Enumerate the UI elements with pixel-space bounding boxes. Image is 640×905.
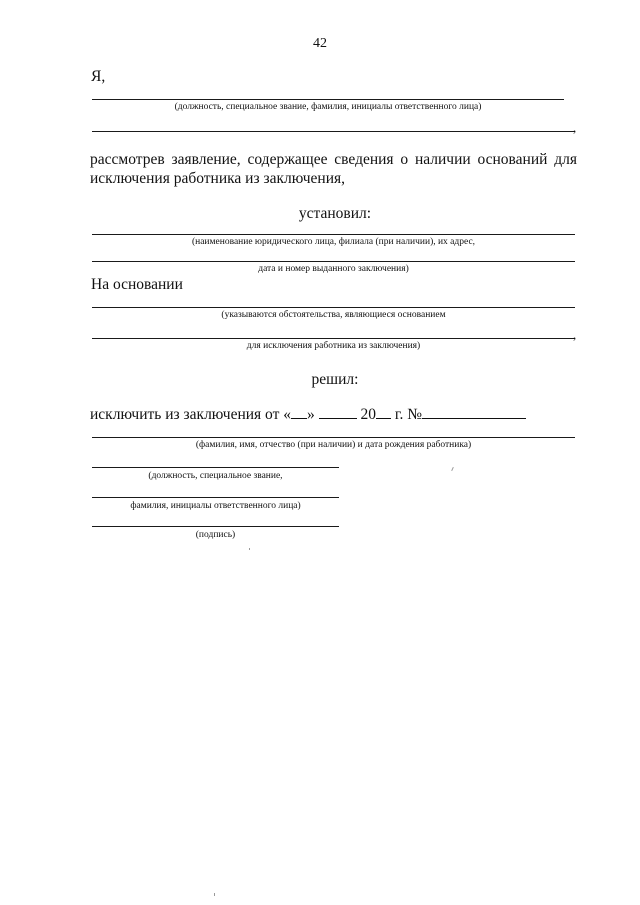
worker-caption: (фамилия, имя, отчество (при наличии) и дата рождения работника) bbox=[195, 440, 472, 450]
heading-established: установил: bbox=[298, 205, 372, 222]
sign-name-caption: фамилия, инициалы ответственного лица) bbox=[130, 501, 301, 511]
exclusion-line[interactable] bbox=[92, 338, 575, 339]
year-blank[interactable] bbox=[376, 405, 391, 419]
exclusion-sentence-text: исключить из заключения от « bbox=[90, 406, 292, 423]
number-blank[interactable] bbox=[422, 405, 526, 419]
heading-decided: решил: bbox=[311, 371, 359, 388]
official-field-line[interactable] bbox=[92, 99, 564, 100]
paragraph-line-1: рассмотрев заявление, содержащее сведения о наличии оснований для bbox=[90, 151, 577, 168]
worker-line[interactable] bbox=[92, 437, 575, 438]
sign-name-line[interactable] bbox=[92, 497, 339, 498]
paragraph-line-2: исключения работника из заключения, bbox=[90, 170, 345, 187]
comma-mark: , bbox=[573, 120, 577, 135]
official-field-line-2[interactable] bbox=[92, 131, 575, 132]
scan-speck bbox=[214, 893, 215, 896]
scan-speck bbox=[249, 548, 250, 550]
number-label: г. № bbox=[394, 406, 423, 423]
signature-caption: (подпись) bbox=[195, 530, 236, 540]
basis-label: На основании bbox=[91, 276, 183, 293]
intro-pronoun: Я, bbox=[91, 68, 106, 85]
exclusion-sentence bbox=[90, 405, 526, 424]
year-prefix: 20 bbox=[360, 406, 377, 423]
exclusion-caption: для исключения работника из заключения) bbox=[246, 341, 421, 351]
legal-entity-line[interactable] bbox=[92, 234, 575, 235]
page-number: 42 bbox=[313, 36, 327, 51]
quote-close: » bbox=[307, 406, 315, 423]
circumstances-line[interactable] bbox=[92, 307, 575, 308]
official-caption: (должность, специальное звание, фамилия, инициалы ответственного лица) bbox=[174, 102, 482, 112]
signature-line[interactable] bbox=[92, 526, 339, 527]
scan-speck bbox=[451, 467, 454, 471]
sign-position-line[interactable] bbox=[92, 467, 339, 468]
month-blank[interactable] bbox=[319, 405, 357, 419]
circumstances-caption: (указываются обстоятельства, являющиеся основанием bbox=[221, 310, 446, 320]
legal-entity-caption: (наименование юридического лица, филиала (при наличии), их адрес, bbox=[191, 237, 476, 247]
comma-mark-2: , bbox=[573, 327, 577, 342]
day-blank[interactable] bbox=[291, 405, 307, 419]
conclusion-line[interactable] bbox=[92, 261, 575, 262]
conclusion-caption: дата и номер выданного заключения) bbox=[258, 264, 409, 274]
sign-position-caption: (должность, специальное звание, bbox=[148, 471, 283, 481]
